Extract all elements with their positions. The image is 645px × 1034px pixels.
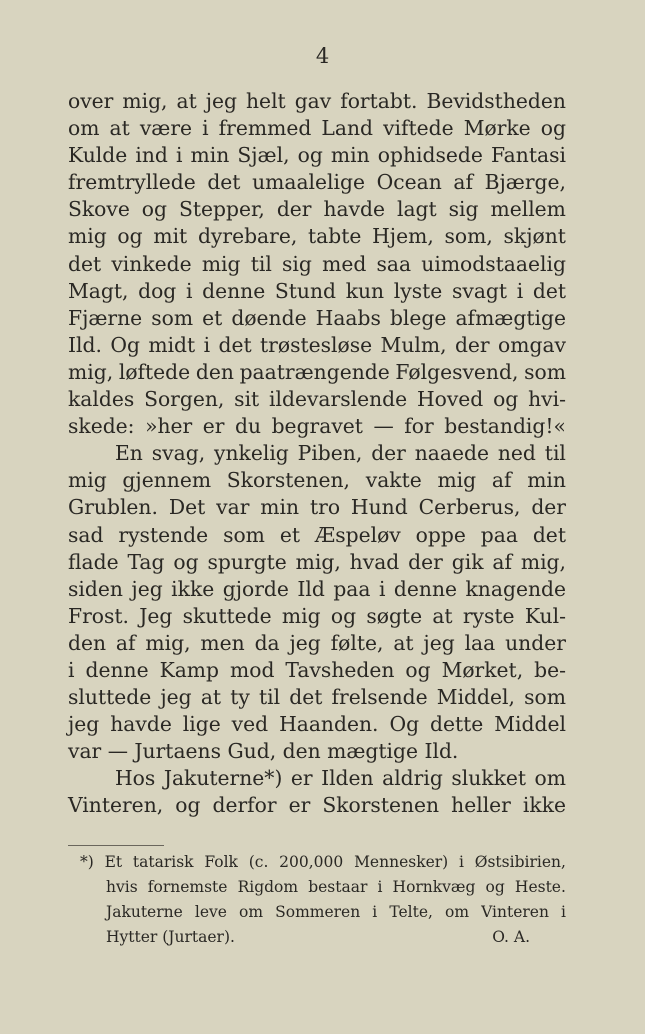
- word: jeg: [423, 630, 455, 655]
- word: lyste: [393, 278, 443, 303]
- word: Kamp: [159, 657, 220, 682]
- word: mig,: [145, 630, 191, 655]
- footnote-line: [68, 925, 566, 950]
- word: Ilden: [321, 766, 374, 791]
- word: dette: [430, 712, 484, 737]
- word: til: [250, 251, 272, 276]
- word: af: [492, 549, 512, 574]
- word: knagende: [465, 576, 566, 601]
- word: min: [330, 143, 370, 168]
- word: og: [540, 116, 566, 141]
- word: Folk: [204, 853, 238, 871]
- word: Mørke: [463, 116, 531, 141]
- word: og: [405, 657, 431, 682]
- word: døende: [231, 305, 307, 330]
- word: Piben,: [297, 441, 363, 466]
- word: som: [524, 685, 566, 710]
- word: fremtryllede: [68, 170, 196, 195]
- text-line: [68, 251, 566, 278]
- word: spurgte: [207, 549, 287, 574]
- word: paa: [480, 522, 518, 547]
- word: Jakuterne*): [163, 766, 283, 791]
- word: det: [207, 170, 241, 195]
- word: Middel: [494, 712, 566, 737]
- word: paatrængende: [239, 359, 390, 384]
- word: der: [454, 332, 490, 357]
- word: til: [258, 685, 281, 710]
- word: jeg: [131, 576, 163, 601]
- word: vinkede: [111, 251, 192, 276]
- word: min: [260, 495, 300, 520]
- word: Heste.: [514, 878, 566, 896]
- word: ind: [135, 143, 168, 168]
- word: lige: [182, 712, 221, 737]
- word: svagt: [451, 278, 508, 303]
- word: følte,: [330, 630, 384, 655]
- word: min: [527, 468, 566, 493]
- word: helt: [246, 89, 286, 113]
- word: ved: [231, 712, 269, 737]
- footnote-last-text: Hytter (Jurtaer).: [106, 928, 235, 946]
- word: om: [68, 116, 100, 141]
- word: ty: [230, 685, 250, 710]
- word: der: [531, 495, 566, 520]
- word: Magt,: [68, 278, 129, 303]
- word: omgav: [498, 332, 566, 357]
- word: Skorstenen: [322, 793, 440, 818]
- word: rystende: [118, 522, 209, 547]
- word: Stund: [274, 278, 337, 303]
- word: Bjærge,: [484, 170, 566, 195]
- word: at: [200, 685, 222, 710]
- word: ikke: [522, 793, 566, 818]
- body-text: [68, 88, 566, 820]
- word: sig: [448, 197, 479, 222]
- word: Fantasi: [490, 143, 566, 168]
- word: heller: [451, 793, 511, 818]
- word: siden: [68, 576, 123, 601]
- word: uimodstaaelig: [421, 251, 566, 276]
- word: Stepper,: [178, 197, 265, 222]
- word: løftede: [118, 359, 191, 384]
- word: er: [202, 414, 225, 439]
- word: og: [297, 143, 323, 168]
- word: mig: [68, 224, 107, 249]
- word: Haanden.: [279, 712, 379, 737]
- word: begravet: [271, 414, 363, 439]
- text-line: [68, 278, 566, 305]
- word: Hoved: [416, 387, 484, 412]
- word: i: [175, 143, 183, 168]
- word: frelsende: [331, 685, 428, 710]
- word: som: [223, 522, 265, 547]
- word: sig: [282, 251, 312, 276]
- word: gjennem: [122, 468, 212, 493]
- word: havde: [323, 197, 386, 222]
- word: min: [190, 143, 230, 168]
- word: flade: [68, 549, 119, 574]
- word: Det: [168, 495, 206, 520]
- word: dog: [138, 278, 177, 303]
- word: Middel,: [436, 685, 515, 710]
- text-line: [68, 359, 566, 386]
- word: ryste: [462, 603, 515, 628]
- word: kun: [345, 278, 385, 303]
- text-line: [68, 522, 566, 549]
- word: om: [239, 903, 264, 921]
- word: Jeg: [139, 603, 173, 628]
- word: Hornkvæg: [392, 878, 476, 896]
- word: er: [290, 766, 313, 791]
- word: da: [254, 630, 280, 655]
- word: at: [393, 630, 414, 655]
- word: skede:: [68, 414, 135, 439]
- word: i: [68, 657, 75, 682]
- word: gik: [451, 549, 484, 574]
- word: skuttede: [182, 603, 272, 628]
- word: gav: [294, 89, 332, 113]
- word: det: [532, 522, 566, 547]
- word: (c.: [248, 853, 269, 871]
- word: Bevidstheden: [426, 89, 566, 113]
- word: ikke: [171, 576, 215, 601]
- text-line: [68, 765, 566, 792]
- word: denne: [202, 278, 266, 303]
- word: *): [80, 853, 94, 871]
- word: der: [276, 197, 312, 222]
- word: Hjem,: [372, 224, 434, 249]
- word: lagt: [396, 197, 437, 222]
- word: Østsibirien,: [474, 853, 566, 871]
- word: Telte,: [389, 903, 433, 921]
- text-line: [68, 549, 566, 576]
- footnote-line: [68, 900, 566, 925]
- word: Mennesker): [354, 853, 449, 871]
- word: og: [175, 793, 201, 818]
- word: at: [109, 116, 130, 141]
- word: om: [445, 903, 470, 921]
- word: tatarisk: [132, 853, 194, 871]
- word: søgte: [366, 603, 423, 628]
- word: laa: [464, 630, 496, 655]
- word: i: [185, 278, 193, 303]
- word: mig: [437, 468, 477, 493]
- word: Hos: [115, 766, 156, 791]
- word: til: [544, 441, 566, 466]
- word: Ild: [297, 576, 325, 601]
- word: Rigdom: [237, 878, 299, 896]
- word: viftede: [383, 116, 454, 141]
- word: i: [561, 903, 566, 921]
- word: Følgesvend,: [395, 359, 519, 384]
- word: om: [534, 766, 566, 791]
- word: ned: [497, 441, 536, 466]
- word: Sjæl,: [237, 143, 290, 168]
- text-line: [68, 88, 566, 115]
- word: Og: [110, 332, 140, 357]
- word: og: [330, 603, 357, 628]
- word: En: [115, 441, 143, 466]
- word: umaalelige: [252, 170, 365, 195]
- text-line: [68, 223, 566, 250]
- word: Frost.: [68, 603, 129, 628]
- text-line: [68, 467, 566, 494]
- text-line: [68, 115, 566, 142]
- word: et: [202, 305, 223, 330]
- word: jeg: [68, 712, 100, 737]
- word: blege: [389, 305, 447, 330]
- word: over: [68, 89, 114, 113]
- word: du: [235, 414, 262, 439]
- word: sluttede: [68, 685, 152, 710]
- word: —: [373, 414, 394, 439]
- word: tro: [309, 495, 341, 520]
- word: fremmed: [218, 116, 312, 141]
- word: vakte: [365, 468, 422, 493]
- word: havde: [110, 712, 172, 737]
- word: mig: [281, 603, 321, 628]
- word: tabte: [308, 224, 362, 249]
- word: Æspeløv: [314, 522, 401, 547]
- word: trøstesløse: [260, 332, 373, 357]
- word: denne: [85, 657, 149, 682]
- footnote: [68, 850, 566, 950]
- word: i: [459, 853, 464, 871]
- word: Og: [389, 712, 420, 737]
- word: der: [408, 549, 443, 574]
- footnote-line: [68, 850, 566, 875]
- word: Vinteren: [481, 903, 549, 921]
- word: ophidsede: [377, 143, 483, 168]
- word: og: [485, 878, 505, 896]
- word: var: [216, 495, 250, 520]
- word: af: [491, 468, 512, 493]
- word: hvi-: [528, 387, 566, 412]
- word: mellem: [490, 197, 566, 222]
- text-line: [68, 711, 566, 738]
- page-number: 4: [315, 44, 330, 68]
- word: mit: [153, 224, 188, 249]
- word: den: [195, 359, 234, 384]
- word: Haabs: [315, 305, 381, 330]
- text-line: [68, 305, 566, 332]
- word: kaldes: [68, 387, 135, 412]
- word: som: [151, 305, 194, 330]
- footnote-line: [68, 875, 566, 900]
- word: sad: [68, 522, 104, 547]
- word: Mørket,: [441, 657, 524, 682]
- word: Kul-: [524, 603, 566, 628]
- word: for: [404, 414, 434, 439]
- word: mig,: [68, 359, 114, 384]
- word: Jakuterne: [106, 903, 183, 921]
- text-line: [68, 440, 566, 467]
- word: i: [202, 116, 209, 141]
- word: er: [288, 793, 311, 818]
- word: be-: [534, 657, 566, 682]
- word: Fjærne: [68, 305, 143, 330]
- word: Cerberus,: [418, 495, 521, 520]
- word: mod: [230, 657, 275, 682]
- text-line: [68, 196, 566, 223]
- word: saa: [376, 251, 412, 276]
- word: hvad: [349, 549, 400, 574]
- text-line: [68, 169, 566, 196]
- word: skjønt: [503, 224, 566, 249]
- word: mig,: [122, 89, 168, 113]
- word: det: [68, 251, 102, 276]
- word: denne: [393, 576, 458, 601]
- word: »her: [145, 414, 193, 439]
- text-line: var — Jurtaens Gud, den mægtige Ild.: [68, 739, 459, 764]
- word: som: [524, 359, 566, 384]
- word: fornemste: [147, 878, 228, 896]
- word: men: [200, 630, 245, 655]
- word: Land: [321, 116, 373, 141]
- word: dyrebare,: [197, 224, 298, 249]
- text-line: [68, 332, 566, 359]
- word: Vinteren,: [68, 793, 164, 818]
- word: og: [141, 197, 167, 222]
- word: sit: [234, 387, 260, 412]
- word: Grublen.: [68, 495, 158, 520]
- footnote-signature: O. A.: [492, 928, 530, 946]
- word: mig: [201, 251, 241, 276]
- word: og: [173, 549, 199, 574]
- word: svag,: [151, 441, 206, 466]
- word: af: [453, 170, 473, 195]
- word: Mulm,: [380, 332, 447, 357]
- footnote-divider: [68, 845, 164, 846]
- word: i: [372, 903, 378, 921]
- word: Hund: [350, 495, 408, 520]
- word: Tavsheden: [285, 657, 395, 682]
- text-line: [68, 386, 566, 413]
- word: 200,000: [279, 853, 344, 871]
- word: at: [432, 603, 453, 628]
- word: Kulde: [68, 143, 128, 168]
- word: jeg: [289, 630, 321, 655]
- text-line: [68, 630, 566, 657]
- word: Ocean: [376, 170, 442, 195]
- word: Sommeren: [275, 903, 361, 921]
- word: der: [371, 441, 406, 466]
- word: Sorgen,: [144, 387, 225, 412]
- word: i: [377, 878, 383, 896]
- text-line: [68, 494, 566, 521]
- word: midt: [148, 332, 196, 357]
- word: Skove: [68, 197, 130, 222]
- word: med: [322, 251, 367, 276]
- word: af: [115, 630, 136, 655]
- word: i: [378, 576, 386, 601]
- word: det: [532, 278, 566, 303]
- word: som,: [444, 224, 493, 249]
- word: oppe: [415, 522, 466, 547]
- word: fortabt.: [340, 89, 418, 113]
- text-line: [68, 576, 566, 603]
- text-line: [68, 792, 566, 819]
- word: slukket: [451, 766, 527, 791]
- text-line: [68, 603, 566, 630]
- text-line: [68, 657, 566, 684]
- word: ynkelig: [214, 441, 289, 466]
- text-line: [68, 413, 566, 440]
- word: mig,: [295, 549, 341, 574]
- word: i: [203, 332, 211, 357]
- word: den: [68, 630, 107, 655]
- word: Skorstenen,: [226, 468, 351, 493]
- word: og: [493, 387, 519, 412]
- word: leve: [194, 903, 227, 921]
- word: derfor: [212, 793, 277, 818]
- word: afmægtige: [455, 305, 566, 330]
- text-line: [68, 684, 566, 711]
- word: ildevarslende: [269, 387, 408, 412]
- word: et: [279, 522, 300, 547]
- word: være: [139, 116, 193, 141]
- word: paa: [333, 576, 371, 601]
- word: at: [176, 89, 197, 113]
- word: aldrig: [382, 766, 443, 791]
- word: gjorde: [222, 576, 289, 601]
- word: i: [516, 278, 524, 303]
- word: naaede: [414, 441, 489, 466]
- word: bestaar: [308, 878, 368, 896]
- word: mig: [68, 468, 107, 493]
- word: Ild.: [68, 332, 102, 357]
- word: bestandig!«: [444, 414, 566, 439]
- word: det: [218, 332, 252, 357]
- word: Tag: [127, 549, 165, 574]
- text-line: [68, 142, 566, 169]
- word: Et: [104, 853, 123, 871]
- word: hvis: [106, 878, 138, 896]
- word: og: [117, 224, 143, 249]
- word: under: [505, 630, 566, 655]
- word: det: [289, 685, 323, 710]
- word: mig,: [520, 549, 566, 574]
- word: jeg: [205, 89, 238, 113]
- word: jeg: [160, 685, 192, 710]
